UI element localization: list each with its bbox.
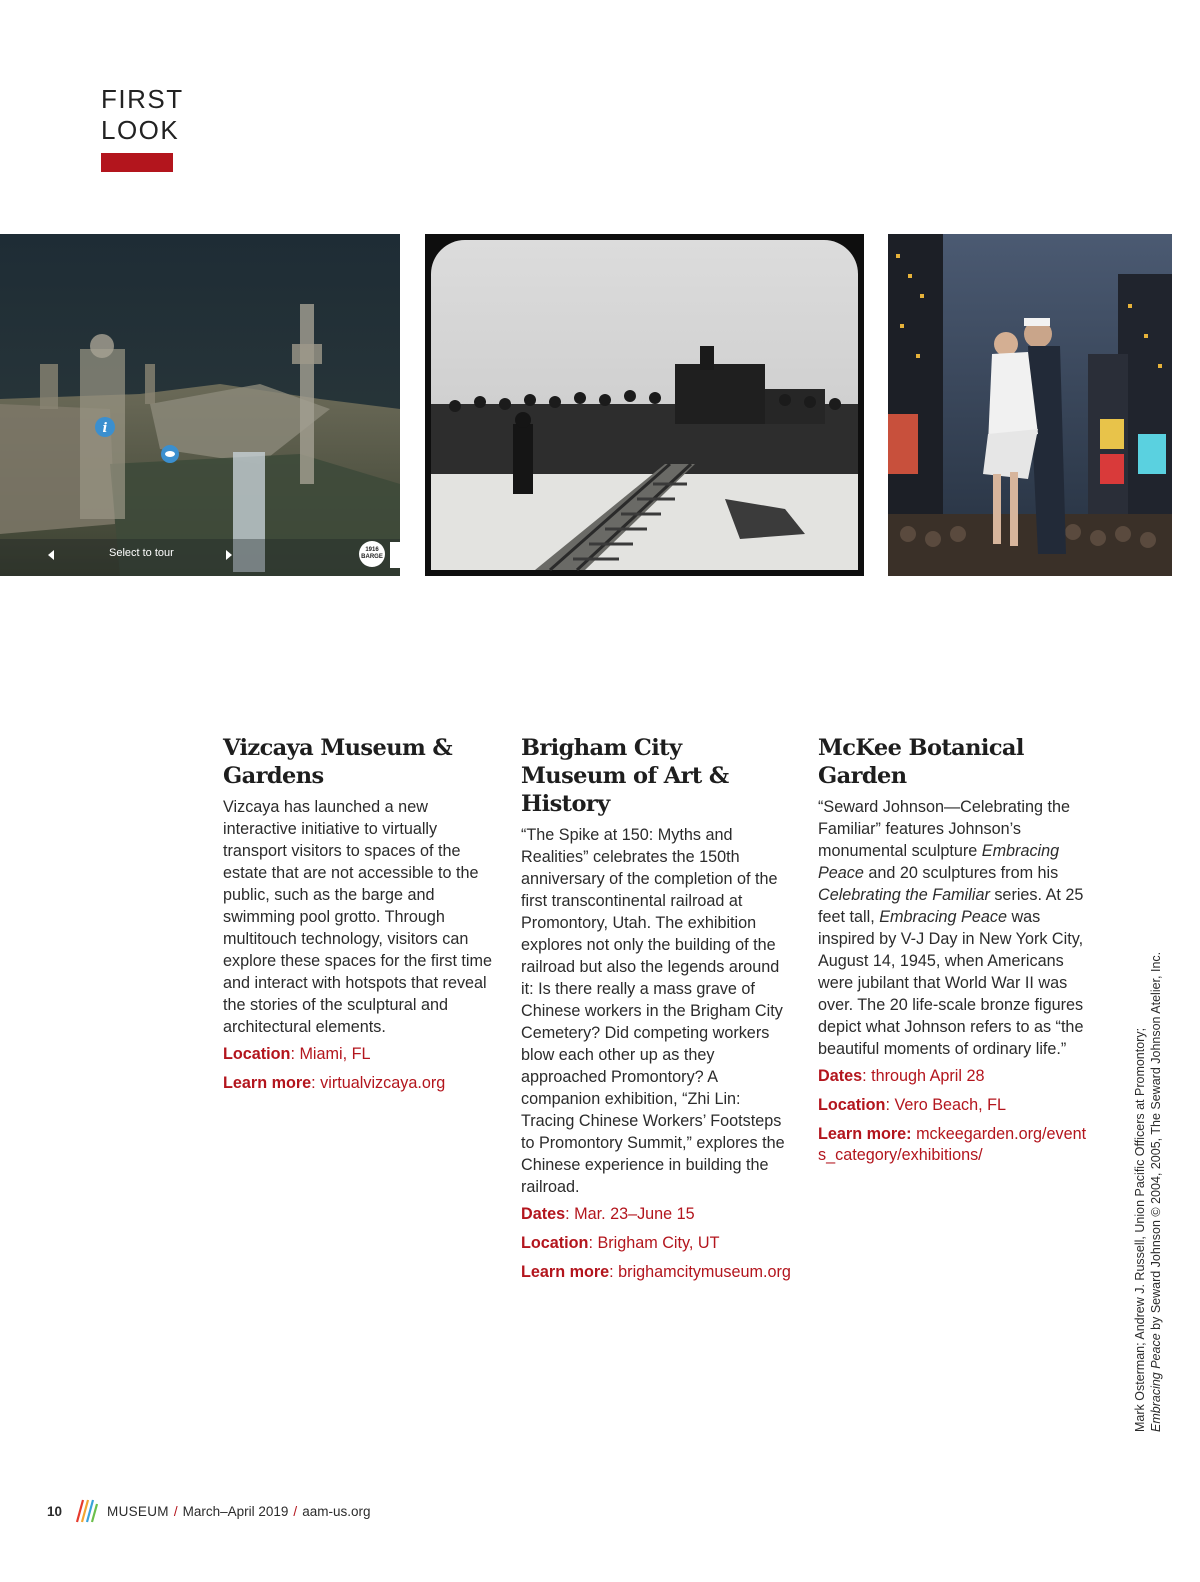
footer-separator: /	[293, 1503, 298, 1519]
meta-key: Dates	[818, 1067, 863, 1085]
learn-more-link[interactable]: virtualvizcaya.org	[320, 1074, 446, 1092]
article-vizcaya	[223, 734, 495, 1102]
body-text: was inspired by V-J Day in New York City, August 14, 1945, when Americans were jubilant that World War II was over. The 20 life-scale bronze figures depict what Johnson refers to as “the beautiful moments of ordinary life.”	[818, 908, 1084, 1058]
magazine-name: MUSEUM	[107, 1503, 169, 1519]
learn-more-line[interactable]: Learn more: virtualvizcaya.org	[223, 1074, 446, 1092]
body-text: “Seward Johnson—Celebrating the Familiar” features Johnson’s monumental sculpture	[818, 798, 1070, 860]
embracing-peace-sculpture-photo	[888, 234, 1172, 576]
meta-value: through April 28	[871, 1067, 985, 1085]
meta-value: Vero Beach, FL	[894, 1096, 1007, 1114]
body-text: series. At 25 feet tall,	[818, 886, 1084, 926]
article-body	[818, 796, 1090, 1060]
photo-credit-line1: Mark Osterman; Andrew J. Russell, Union Pacific Officers at Promontory;	[1133, 1027, 1147, 1432]
series-title: Celebrating the Familiar	[818, 886, 990, 904]
learn-more-link[interactable]: mckeegarden.org/events_category/exhibitions/	[818, 1125, 1087, 1164]
article-title: Brigham City Museum of Art & History	[521, 735, 729, 817]
meta-key: Learn more	[521, 1263, 610, 1281]
dates-line: Dates: Mar. 23–June 15	[521, 1205, 695, 1223]
location-line: Location: Brigham City, UT	[521, 1234, 720, 1252]
location-line: Location: Vero Beach, FL	[818, 1096, 1007, 1114]
article-title: Vizcaya Museum & Gardens	[223, 735, 453, 789]
barge-badge-word: BARGE	[361, 554, 383, 560]
credit-text: by Seward Johnson © 2004, 2005, The Seward Johnson Atelier, Inc.	[1149, 951, 1163, 1334]
issue-date: March–April 2019	[182, 1503, 289, 1519]
barge-badge-year: 1916	[365, 547, 379, 553]
meta-key: Location	[223, 1045, 291, 1063]
article-body: Vizcaya has launched a new interactive initiative to virtually transport visitors to spaces of the estate that are not accessible to the public, such as the barge and swimming pool grotto. Through multitouch technology, visitors can explore these spaces for the first time and interact with hotspots that reveal the stories of the sculptural and architectural elements.	[223, 798, 493, 1036]
section-accent-bar	[101, 153, 173, 172]
meta-value: Brigham City, UT	[597, 1234, 720, 1252]
select-to-tour-label: Select to tour	[109, 547, 174, 559]
meta-key: Learn more:	[818, 1125, 912, 1143]
svg-text:i: i	[102, 421, 108, 436]
credit-artwork-title: Embracing Peace	[1149, 1333, 1163, 1432]
article-brigham-city	[521, 734, 793, 1291]
promontory-railroad-photo	[425, 234, 864, 576]
vizcaya-virtual-tour-photo	[0, 234, 400, 576]
article-title: McKee Botanical Garden	[818, 735, 1024, 789]
meta-key: Learn more	[223, 1074, 312, 1092]
barge-badge	[359, 541, 385, 567]
photo-credit	[1132, 952, 1164, 1432]
learn-more-line[interactable]: Learn more: brighamcitymuseum.org	[521, 1263, 791, 1281]
site-url[interactable]: aam-us.org	[302, 1503, 371, 1519]
location-line: Location: Miami, FL	[223, 1045, 371, 1063]
artwork-title: Embracing Peace	[879, 908, 1007, 926]
section-label-line1: FIRST	[101, 84, 184, 114]
aam-logo-icon	[74, 1498, 98, 1524]
meta-key: Dates	[521, 1205, 566, 1223]
section-label	[101, 84, 184, 146]
article-mckee-garden	[818, 734, 1090, 1174]
page-number: 10	[47, 1503, 63, 1519]
body-text: and 20 sculptures from his	[863, 864, 1059, 882]
article-body: “The Spike at 150: Myths and Realities” celebrates the 150th anniversary of the completion of the first transcontinental railroad at Promontory, Utah. The exhibition explores not only the building of the railroad but also the legends around it: Is there really a mass grave of Chinese workers in the Brigham City Cemetery? Did competing workers blow each other up as they approached Promontory? A companion exhibition, “Zhi Lin: Tracing Chinese Workers’ Footsteps to Promontory Summit,” explores the Chinese experience in building the railroad.	[521, 826, 785, 1196]
meta-key: Location	[818, 1096, 886, 1114]
photo-credit-line2	[1148, 952, 1164, 1432]
footer-separator: /	[173, 1503, 178, 1519]
meta-value: Miami, FL	[299, 1045, 371, 1063]
artwork-title: Embracing Peace	[818, 842, 1060, 882]
page-footer	[47, 1498, 370, 1524]
learn-more-link[interactable]: brighamcitymuseum.org	[618, 1263, 791, 1281]
meta-value: Mar. 23–June 15	[574, 1205, 695, 1223]
dates-line: Dates: through April 28	[818, 1067, 985, 1085]
section-label-line2: LOOK	[101, 115, 180, 145]
meta-key: Location	[521, 1234, 589, 1252]
learn-more-line[interactable]	[818, 1124, 1090, 1166]
